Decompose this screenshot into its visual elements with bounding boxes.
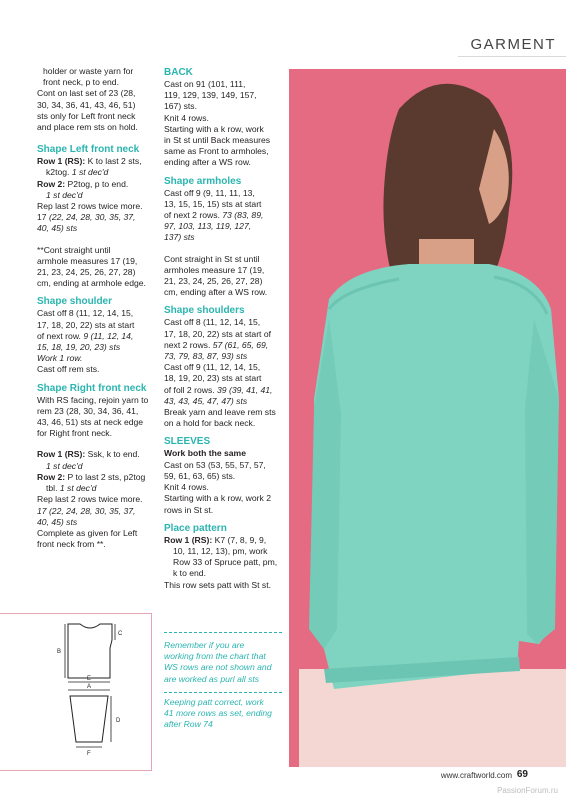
text-line: 17, 18, 20, 22) sts at start of (164, 328, 272, 339)
text-line: Cast on 53 (53, 55, 57, 57, (164, 459, 266, 470)
sleeves-subheading: Work both the same (164, 448, 246, 459)
text-line: of foll 2 rows. (164, 384, 218, 395)
text-line: Knit 4 rows. (164, 482, 209, 493)
text-italic: 57 (61, 65, 69, (212, 339, 269, 350)
text-line: in St st until Back measures (164, 135, 271, 146)
text-line: Cast off 8 (11, 12, 14, 15, (37, 308, 134, 319)
text-line: Cont straight in St st until (164, 253, 260, 264)
garment-schematic (0, 614, 151, 770)
text-line: cm, ending at armhole edge. (37, 278, 146, 289)
text-line: 10, 11, 12, 13), pm, work (173, 545, 268, 556)
tip-line: 41 more rows as set, ending (164, 708, 272, 719)
heading-shoulders: Shape shoulders (164, 305, 245, 317)
text-line (37, 353, 155, 364)
row-label: Row 1 (RS): (37, 156, 86, 167)
text-line: **Cont straight until (37, 244, 111, 255)
sleeve-outline (70, 696, 108, 742)
label-a: A (87, 684, 92, 690)
watermark: PassionForum.ru (497, 786, 558, 795)
tip-keep-pattern (164, 697, 282, 731)
text-line (37, 212, 155, 223)
tip-divider (164, 692, 282, 693)
row-line (37, 167, 155, 178)
text-line: Cont on last set of 23 (28, (37, 88, 136, 99)
text-line: 17 (37, 212, 49, 223)
row-text: tbl. (46, 483, 60, 494)
text-line: Starting with a k row, work 2 (164, 493, 271, 504)
text-italic: 39 (39, 41, 41, (217, 384, 273, 395)
tip-chart-note (164, 640, 282, 685)
tip-line: are worked as purl all sts (164, 673, 260, 684)
column-left (37, 66, 155, 550)
row-label: Row 1 (RS): (37, 449, 86, 460)
text-italic: 73 (83, 89, (222, 210, 264, 221)
text-line: for Right front neck. (37, 428, 112, 439)
text-line (37, 342, 155, 353)
text-line: Knit 4 rows. (164, 112, 209, 123)
tip-line: working from the chart that (164, 651, 266, 662)
row-text: P to last 2 sts, p2tog (65, 471, 146, 482)
text-italic: 40, 45) sts (37, 516, 78, 527)
text-italic: 15, 18, 19, 20, 23) sts (37, 342, 121, 353)
heading-place-pattern: Place pattern (164, 522, 227, 534)
text-line: 167) sts. (164, 101, 197, 112)
text-line: Cast off 9 (9, 11, 11, 13, (164, 187, 255, 198)
text-line: Starting with a k row, work (164, 123, 264, 134)
text-line: This row sets patt with St st. (164, 579, 271, 590)
label-f: F (87, 751, 91, 757)
tip-line: Keeping patt correct, work (164, 697, 264, 707)
row-text: K to last 2 sts, (85, 156, 142, 167)
text-line (164, 340, 282, 351)
body-outline (68, 624, 112, 678)
text-line (37, 223, 155, 234)
text-line (164, 221, 282, 232)
page-number: 69 (516, 769, 528, 780)
tip-line: after Row 74 (164, 719, 213, 730)
row-line (37, 461, 155, 472)
text-line (37, 517, 155, 528)
text-line: Break yarn and leave rem sts (164, 407, 276, 418)
text-italic: 73, 79, 83, 87, 93) sts (164, 351, 248, 362)
text-line (164, 385, 282, 396)
row-text: Ssk, k to end. (85, 449, 140, 460)
row-line (164, 535, 282, 546)
label-c: C (118, 631, 123, 637)
text-italic: 137) sts (164, 232, 195, 243)
text-line: armholes measure 17 (19, (164, 264, 265, 275)
text-line: 18, 19, 20, 23) sts at start (164, 373, 262, 384)
row-label: Row 1 (RS): (164, 534, 213, 545)
text-line: armhole measures 17 (19, (37, 255, 138, 266)
text-line: of next 2 rows. (164, 210, 223, 221)
text-line: sts only for Left front neck (37, 110, 136, 121)
text-line (37, 506, 155, 517)
text-line: of next row. (37, 330, 84, 341)
text-line: Row 33 of Spruce patt, pm, (173, 557, 278, 568)
text-line: same as Front to armholes, (164, 146, 269, 157)
model-illustration (289, 69, 566, 767)
row-line (37, 472, 155, 483)
text-line: 21, 23, 24, 25, 26, 27, 28) (164, 276, 263, 287)
text-line: 17, 18, 20, 22) sts at start (37, 319, 135, 330)
text-line: ending after a WS row. (164, 157, 251, 168)
text-line (164, 351, 282, 362)
tip-line: Remember if you are (164, 640, 245, 650)
text-line: rows in St st. (164, 504, 214, 515)
text-line: Cast off 9 (11, 12, 14, 15, (164, 362, 261, 373)
text-line: rem 23 (28, 30, 34, 36, 41, (37, 405, 139, 416)
text-line: front neck from **. (37, 539, 106, 550)
row-italic (37, 190, 155, 201)
text-line: Rep last 2 rows twice more. (37, 494, 143, 505)
text-line (164, 396, 282, 407)
text-line: With RS facing, rejoin yarn to (37, 394, 149, 405)
heading-armholes: Shape armholes (164, 175, 242, 187)
row-line (37, 483, 155, 494)
row-label: Row 2: (37, 471, 66, 482)
row-italic: 1 st dec'd (71, 167, 109, 178)
text-line: front neck, p to end. (43, 77, 119, 88)
text-italic: 97, 103, 113, 119, 127, (164, 221, 252, 232)
text-line: 21, 23, 24, 25, 26, 27, 28) (37, 267, 136, 278)
row-line (37, 179, 155, 190)
text-line: k to end. (173, 568, 206, 579)
text-line: Complete as given for Left (37, 527, 138, 538)
heading-sleeves: SLEEVES (164, 436, 211, 448)
footer-url: www.craftworld.com (440, 771, 512, 780)
section-label: GARMENT (470, 36, 556, 53)
label-e: E (87, 676, 92, 682)
heading-right-front-neck: Shape Right front neck (37, 382, 147, 394)
text-line: Cast off 8 (11, 12, 14, 15, (164, 317, 261, 328)
heading-shoulder: Shape shoulder (37, 296, 113, 308)
row-line (37, 449, 155, 460)
label-b: B (57, 649, 62, 655)
row-italic: 1 st dec'd (46, 460, 83, 471)
text-line (37, 331, 155, 342)
text-line (164, 210, 282, 221)
text-line: holder or waste yarn for (43, 66, 134, 76)
row-text: k2tog. (46, 167, 72, 178)
row-line (37, 156, 155, 167)
text-line: Rep last 2 rows twice more. (37, 201, 143, 212)
text-line: Cast off rem sts. (37, 364, 100, 375)
text-italic: (22, 24, 28, 30, 35, 37, (48, 212, 136, 223)
text-line (164, 232, 282, 243)
row-text: K7 (7, 8, 9, 9, (212, 534, 267, 545)
text-line: 119, 129, 139, 149, 157, (164, 90, 257, 101)
heading-back: BACK (164, 67, 193, 78)
row-text: P2tog, p to end. (65, 178, 129, 189)
tip-line: WS rows are not shown and (164, 662, 272, 673)
text-italic: Work 1 row. (37, 353, 83, 364)
text-line: on a hold for back neck. (164, 418, 256, 429)
section-rule (458, 56, 566, 57)
text-italic: 40, 45) sts (37, 223, 78, 234)
text-line: 43, 46, 51) sts at neck edge (37, 417, 144, 428)
row-italic: 1 st dec'd (46, 189, 83, 200)
text-line: cm, ending after a WS row. (164, 287, 268, 298)
text-italic: 9 (11, 12, 14, (83, 330, 134, 341)
text-line: 13, 15, 15, 15) sts at start (164, 198, 262, 209)
text-line: and place rem sts on hold. (37, 122, 138, 133)
row-italic: 1 st dec'd (59, 483, 97, 494)
label-d: D (116, 718, 121, 724)
model-photo (289, 69, 566, 767)
text-italic: 43, 43, 45, 47, 47) sts (164, 395, 248, 406)
column-middle (164, 66, 282, 591)
tip-divider (164, 632, 282, 633)
heading-left-front-neck: Shape Left front neck (37, 144, 140, 156)
text-line: Cast on 91 (101, 111, (164, 79, 246, 89)
text-line: next 2 rows. (164, 339, 213, 350)
text-italic: 17 (22, 24, 28, 30, 35, 37, (37, 505, 136, 516)
schematic-panel (0, 613, 152, 771)
row-label: Row 2: (37, 178, 66, 189)
text-line: 59, 61, 63, 65) sts. (164, 470, 236, 481)
text-line: 30, 34, 36, 41, 43, 46, 51) (37, 99, 136, 110)
